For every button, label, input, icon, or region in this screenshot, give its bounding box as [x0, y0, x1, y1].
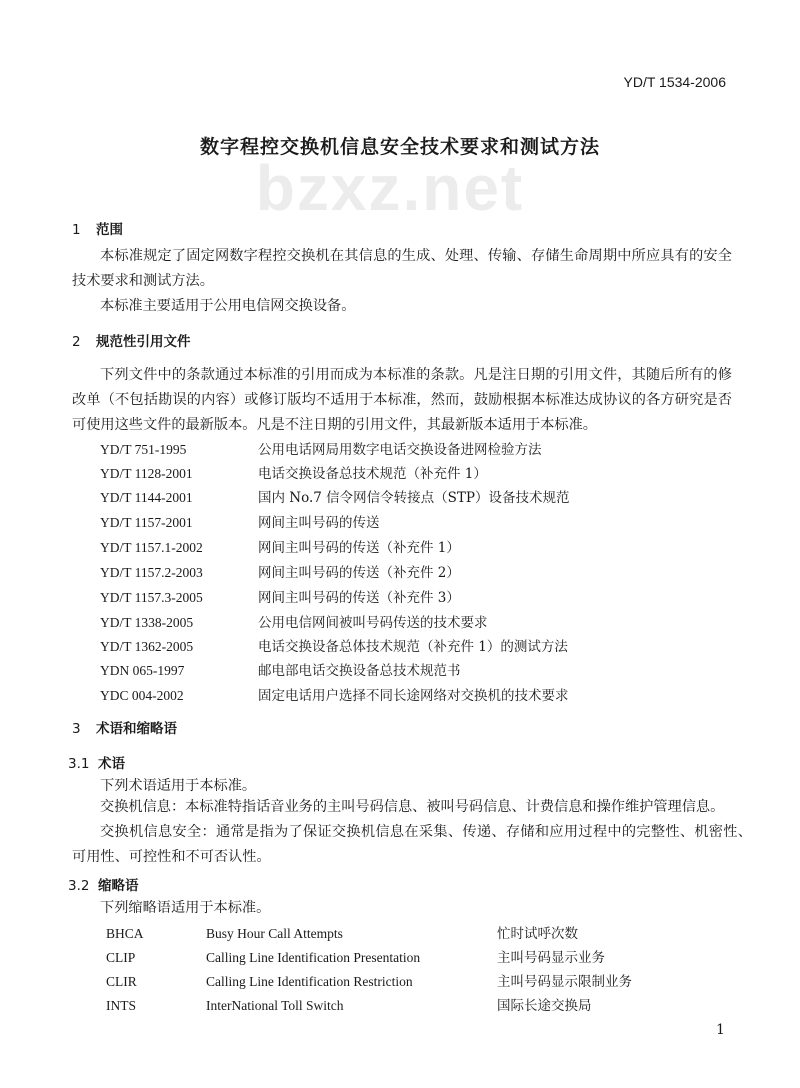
reference-title: 电话交换设备总技术规范（补充件 1）	[258, 466, 487, 482]
document-number: YD/T 1534-2006	[623, 74, 726, 90]
paragraph: 下列术语适用于本标准。	[100, 778, 257, 794]
reference-item	[100, 561, 460, 581]
abbreviation-row	[106, 922, 578, 942]
reference-item	[100, 462, 487, 482]
term-definition: 交换机信息安全：通常是指为了保证交换机信息在采集、传递、存储和应用过程中的完整性、机密性、可用性、可控性和不可否认性。	[72, 824, 752, 865]
abbreviation: CLIR	[106, 974, 137, 989]
section-title: 范围	[96, 222, 123, 238]
paragraph: 下列缩略语适用于本标准。	[100, 900, 271, 916]
reference-item	[100, 684, 569, 704]
section-3-1-heading	[68, 752, 125, 772]
section-title: 缩略语	[98, 878, 139, 894]
abbreviation: BHCA	[106, 926, 144, 941]
abbreviation-row	[106, 970, 632, 990]
reference-code: YD/T 1144-2001	[100, 490, 193, 505]
section-title: 规范性引用文件	[96, 334, 191, 350]
document-title: 数字程控交换机信息安全技术要求和测试方法	[199, 136, 600, 158]
reference-item	[100, 536, 460, 556]
reference-title: 固定电话用户选择不同长途网络对交换机的技术要求	[258, 688, 569, 704]
abbreviation-row	[106, 946, 605, 966]
section-number: 3.2	[68, 878, 90, 894]
abbreviation: CLIP	[106, 950, 136, 965]
abbreviation-chinese: 主叫号码显示限制业务	[497, 974, 632, 990]
page-number: 1	[716, 1022, 725, 1038]
reference-code: YD/T 1157.3-2005	[100, 590, 203, 605]
section-number: 1	[72, 222, 81, 238]
reference-title: 网间主叫号码的传送（补充件 2）	[258, 565, 460, 581]
abbreviation-english: Calling Line Identification Restriction	[206, 974, 413, 989]
term-definition: 交换机信息：本标准特指话音业务的主叫号码信息、被叫号码信息、计费信息和操作维护管理信息。	[100, 799, 725, 815]
reference-code: YDC 004-2002	[100, 688, 184, 703]
reference-item	[100, 635, 568, 655]
reference-code: YDN 065-1997	[100, 663, 185, 678]
section-2-heading	[72, 330, 191, 350]
reference-code: YD/T 1362-2005	[100, 639, 194, 654]
section-number: 2	[72, 334, 81, 350]
abbreviation-chinese: 主叫号码显示业务	[497, 950, 605, 966]
reference-code: YD/T 1128-2001	[100, 466, 193, 481]
reference-code: YD/T 1157.2-2003	[100, 565, 203, 580]
reference-code: YD/T 1157-2001	[100, 515, 193, 530]
section-1-heading	[72, 218, 123, 238]
abbreviation-english: Busy Hour Call Attempts	[206, 926, 343, 941]
abbreviation-english: InterNational Toll Switch	[206, 998, 344, 1013]
reference-item	[100, 659, 461, 679]
reference-title: 邮电部电话交换设备总技术规范书	[258, 663, 461, 679]
reference-code: YD/T 1157.1-2002	[100, 540, 203, 555]
section-title: 术语和缩略语	[96, 721, 177, 737]
abbreviation-english: Calling Line Identification Presentation	[206, 950, 421, 965]
reference-code: YD/T 1338-2005	[100, 615, 194, 630]
abbreviation-chinese: 国际长途交换局	[497, 998, 592, 1014]
reference-title: 网间主叫号码的传送	[258, 515, 380, 531]
term-definitions	[72, 795, 752, 870]
reference-item	[100, 511, 380, 531]
watermark: bzxz.net	[255, 152, 525, 224]
abbreviation-row	[106, 994, 592, 1014]
reference-title: 公用电信网间被叫号码传送的技术要求	[258, 615, 488, 631]
reference-item	[100, 586, 460, 606]
paragraph: 本标准规定了固定网数字程控交换机在其信息的生成、处理、传输、存储生命周期中所应具有的安全技术要求和测试方法。	[72, 248, 732, 289]
reference-title: 电话交换设备总体技术规范（补充件 1）的测试方法	[258, 639, 568, 655]
section-3-2-heading	[68, 874, 139, 894]
reference-code: YD/T 751-1995	[100, 442, 187, 457]
reference-item	[100, 438, 542, 458]
section-number: 3	[72, 721, 81, 737]
paragraph: 本标准主要适用于公用电信网交换设备。	[100, 298, 356, 314]
abbreviation: INTS	[106, 998, 136, 1013]
reference-title: 国内 No.7 信令网信令转接点（STP）设备技术规范	[258, 490, 570, 506]
reference-title: 公用电话网局用数字电话交换设备进网检验方法	[258, 442, 542, 458]
section-title: 术语	[98, 756, 125, 772]
reference-title: 网间主叫号码的传送（补充件 3）	[258, 590, 460, 606]
reference-item	[100, 611, 488, 631]
section-3-heading	[72, 717, 177, 737]
abbreviation-chinese: 忙时试呼次数	[497, 926, 578, 942]
section-number: 3.1	[68, 756, 90, 772]
reference-item	[100, 486, 570, 506]
paragraph: 下列文件中的条款通过本标准的引用而成为本标准的条款。凡是注日期的引用文件，其随后所有的修改单（不包括勘误的内容）或修订版均不适用于本标准，然而，鼓励根据本标准达成协议的各方研究是否可使用这些文件的最新版本。凡是不注日期的引用文件，其最新版本适用于本标准。	[72, 367, 732, 433]
reference-title: 网间主叫号码的传送（补充件 1）	[258, 540, 460, 556]
